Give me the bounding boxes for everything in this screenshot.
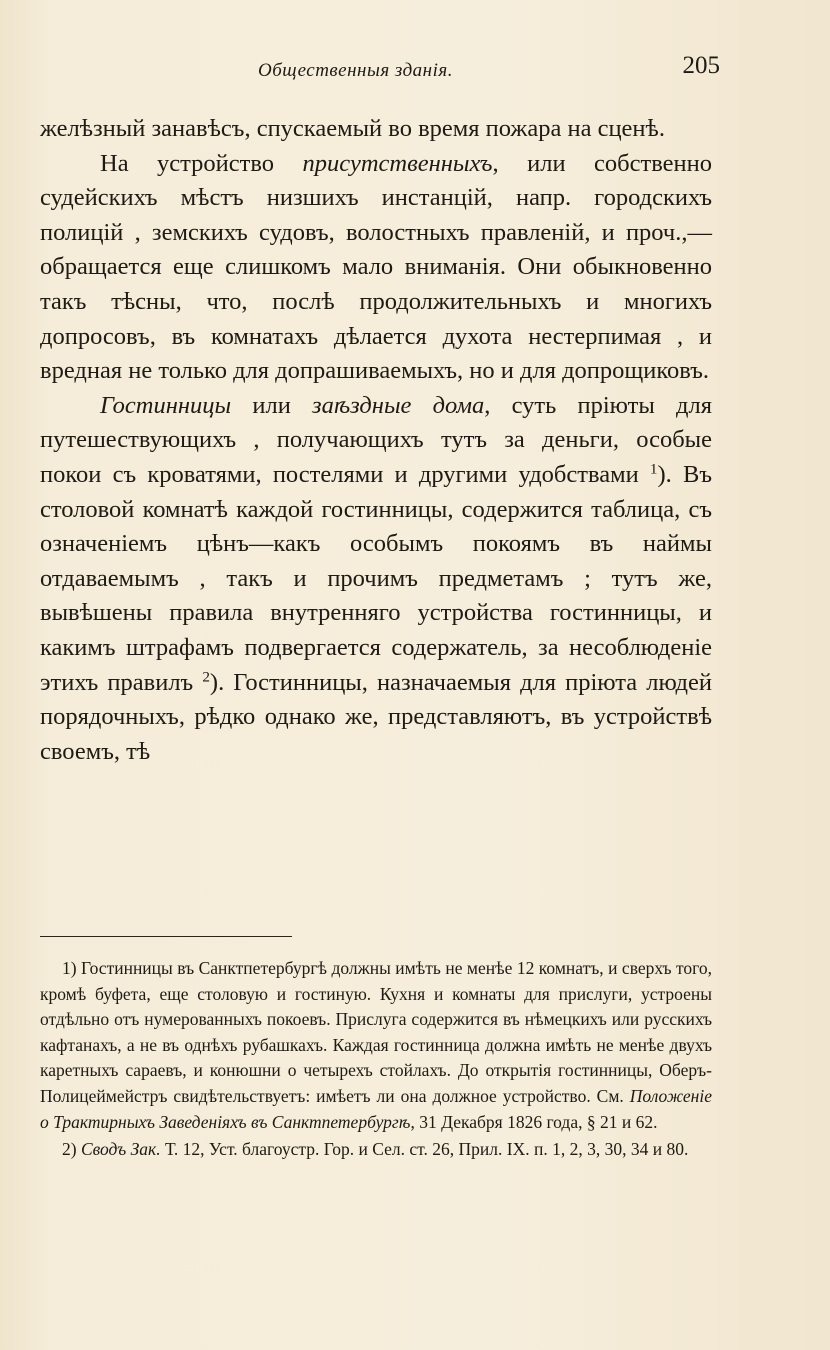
page-header bbox=[40, 52, 720, 88]
emphasis-term: присутственныхъ bbox=[302, 149, 493, 177]
paragraph-connector: или bbox=[231, 391, 313, 419]
footnote-tail: Т. 12, Уст. благоустр. Гор. и Сел. ст. 26, Прил. IX. п. 1, 2, 3, 30, 34 и 80. bbox=[160, 1139, 689, 1160]
footnote-citation: Сводъ Зак. bbox=[80, 1139, 161, 1160]
footnote-tail: , 31 Декабря 1826 года, § 21 и 62. bbox=[410, 1111, 658, 1132]
paragraph-lead: На устройство bbox=[100, 149, 303, 177]
footnotes bbox=[40, 956, 712, 1163]
paragraph-rest: , или собственно судейскихъ мѣстъ низшихъ инстанцій, напр. городскихъ полицій , земскихъ судовъ, волостныхъ правленій, и проч.,—обращается еще слишкомъ мало вниманія. Они обыкновенно такъ тѣсны, что, послѣ продолжительныхъ и многихъ допросовъ, въ комнатахъ дѣлается духота нестерпимая , и вредная не только для допрашиваемыхъ, но и для допрощиковъ. bbox=[40, 149, 712, 385]
page-number: 205 bbox=[682, 52, 720, 79]
paragraph-part: ). Въ столовой комнатѣ каждой гостинницы, содержится таблица, съ означеніемъ цѣнъ—какъ особымъ покоямъ въ наймы отдаваемымъ , такъ и прочимъ предметамъ ; тутъ же, вывѣшены правила внутренняго устройства гостинницы, и какимъ штрафамъ подвергается содержатель, за несоблюденіе этихъ правилъ bbox=[40, 460, 712, 696]
paragraph-courts bbox=[40, 147, 712, 389]
main-text bbox=[40, 112, 712, 769]
footnote-2 bbox=[40, 1137, 712, 1163]
paragraph-part: , суть пріюты для путешествующихъ , получающихъ тутъ за деньги, особые покои съ кроватями, постелями и другими удобствами bbox=[40, 391, 712, 488]
paragraph-hotels bbox=[40, 389, 712, 770]
paragraph-text: желѣзный занавѣсъ, спускаемый во время пожара на сценѣ. bbox=[40, 115, 665, 142]
footnote-1 bbox=[40, 956, 712, 1135]
paragraph-continuation bbox=[40, 112, 712, 147]
footnote-ref: 2 bbox=[202, 668, 210, 686]
running-title: Общественныя зданія. bbox=[258, 60, 453, 81]
emphasis-term: Гостинницы bbox=[100, 391, 232, 419]
emphasis-term: заѣздные дома bbox=[312, 391, 485, 419]
footnote-citation: Положеніе о Трактирныхъ Заведеніяхъ въ Санктпетербургѣ bbox=[40, 1085, 712, 1132]
footnote-divider bbox=[40, 936, 292, 937]
footnote-lead: 2) bbox=[62, 1139, 81, 1160]
footnote-ref: 1 bbox=[649, 460, 658, 478]
footnote-text: 1) Гостинницы въ Санктпетербургѣ должны имѣть не менѣе 12 комнатъ, и сверхъ того, кромѣ буфета, еще столовую и гостиную. Кухня и комнаты для прислуги, устроены отдѣльно отъ нумерованныхъ покоевъ. Прислуга содержится въ нѣмецкихъ или русскихъ кафтанахъ, а не въ однѣхъ рубашкахъ. Каждая гостинница должна имѣть не менѣе двухъ каретныхъ сараевъ, и конюшни о четырехъ стойлахъ. До открытія гостинницы, Оберъ-Полицеймейстръ свидѣтельствуетъ: имѣетъ ли она должное устройство. См. bbox=[40, 958, 712, 1106]
paragraph-part: ). Гостинницы, назначаемыя для пріюта людей порядочныхъ, рѣдко однако же, представляютъ, въ устройствѣ своемъ, тѣ bbox=[40, 668, 712, 765]
